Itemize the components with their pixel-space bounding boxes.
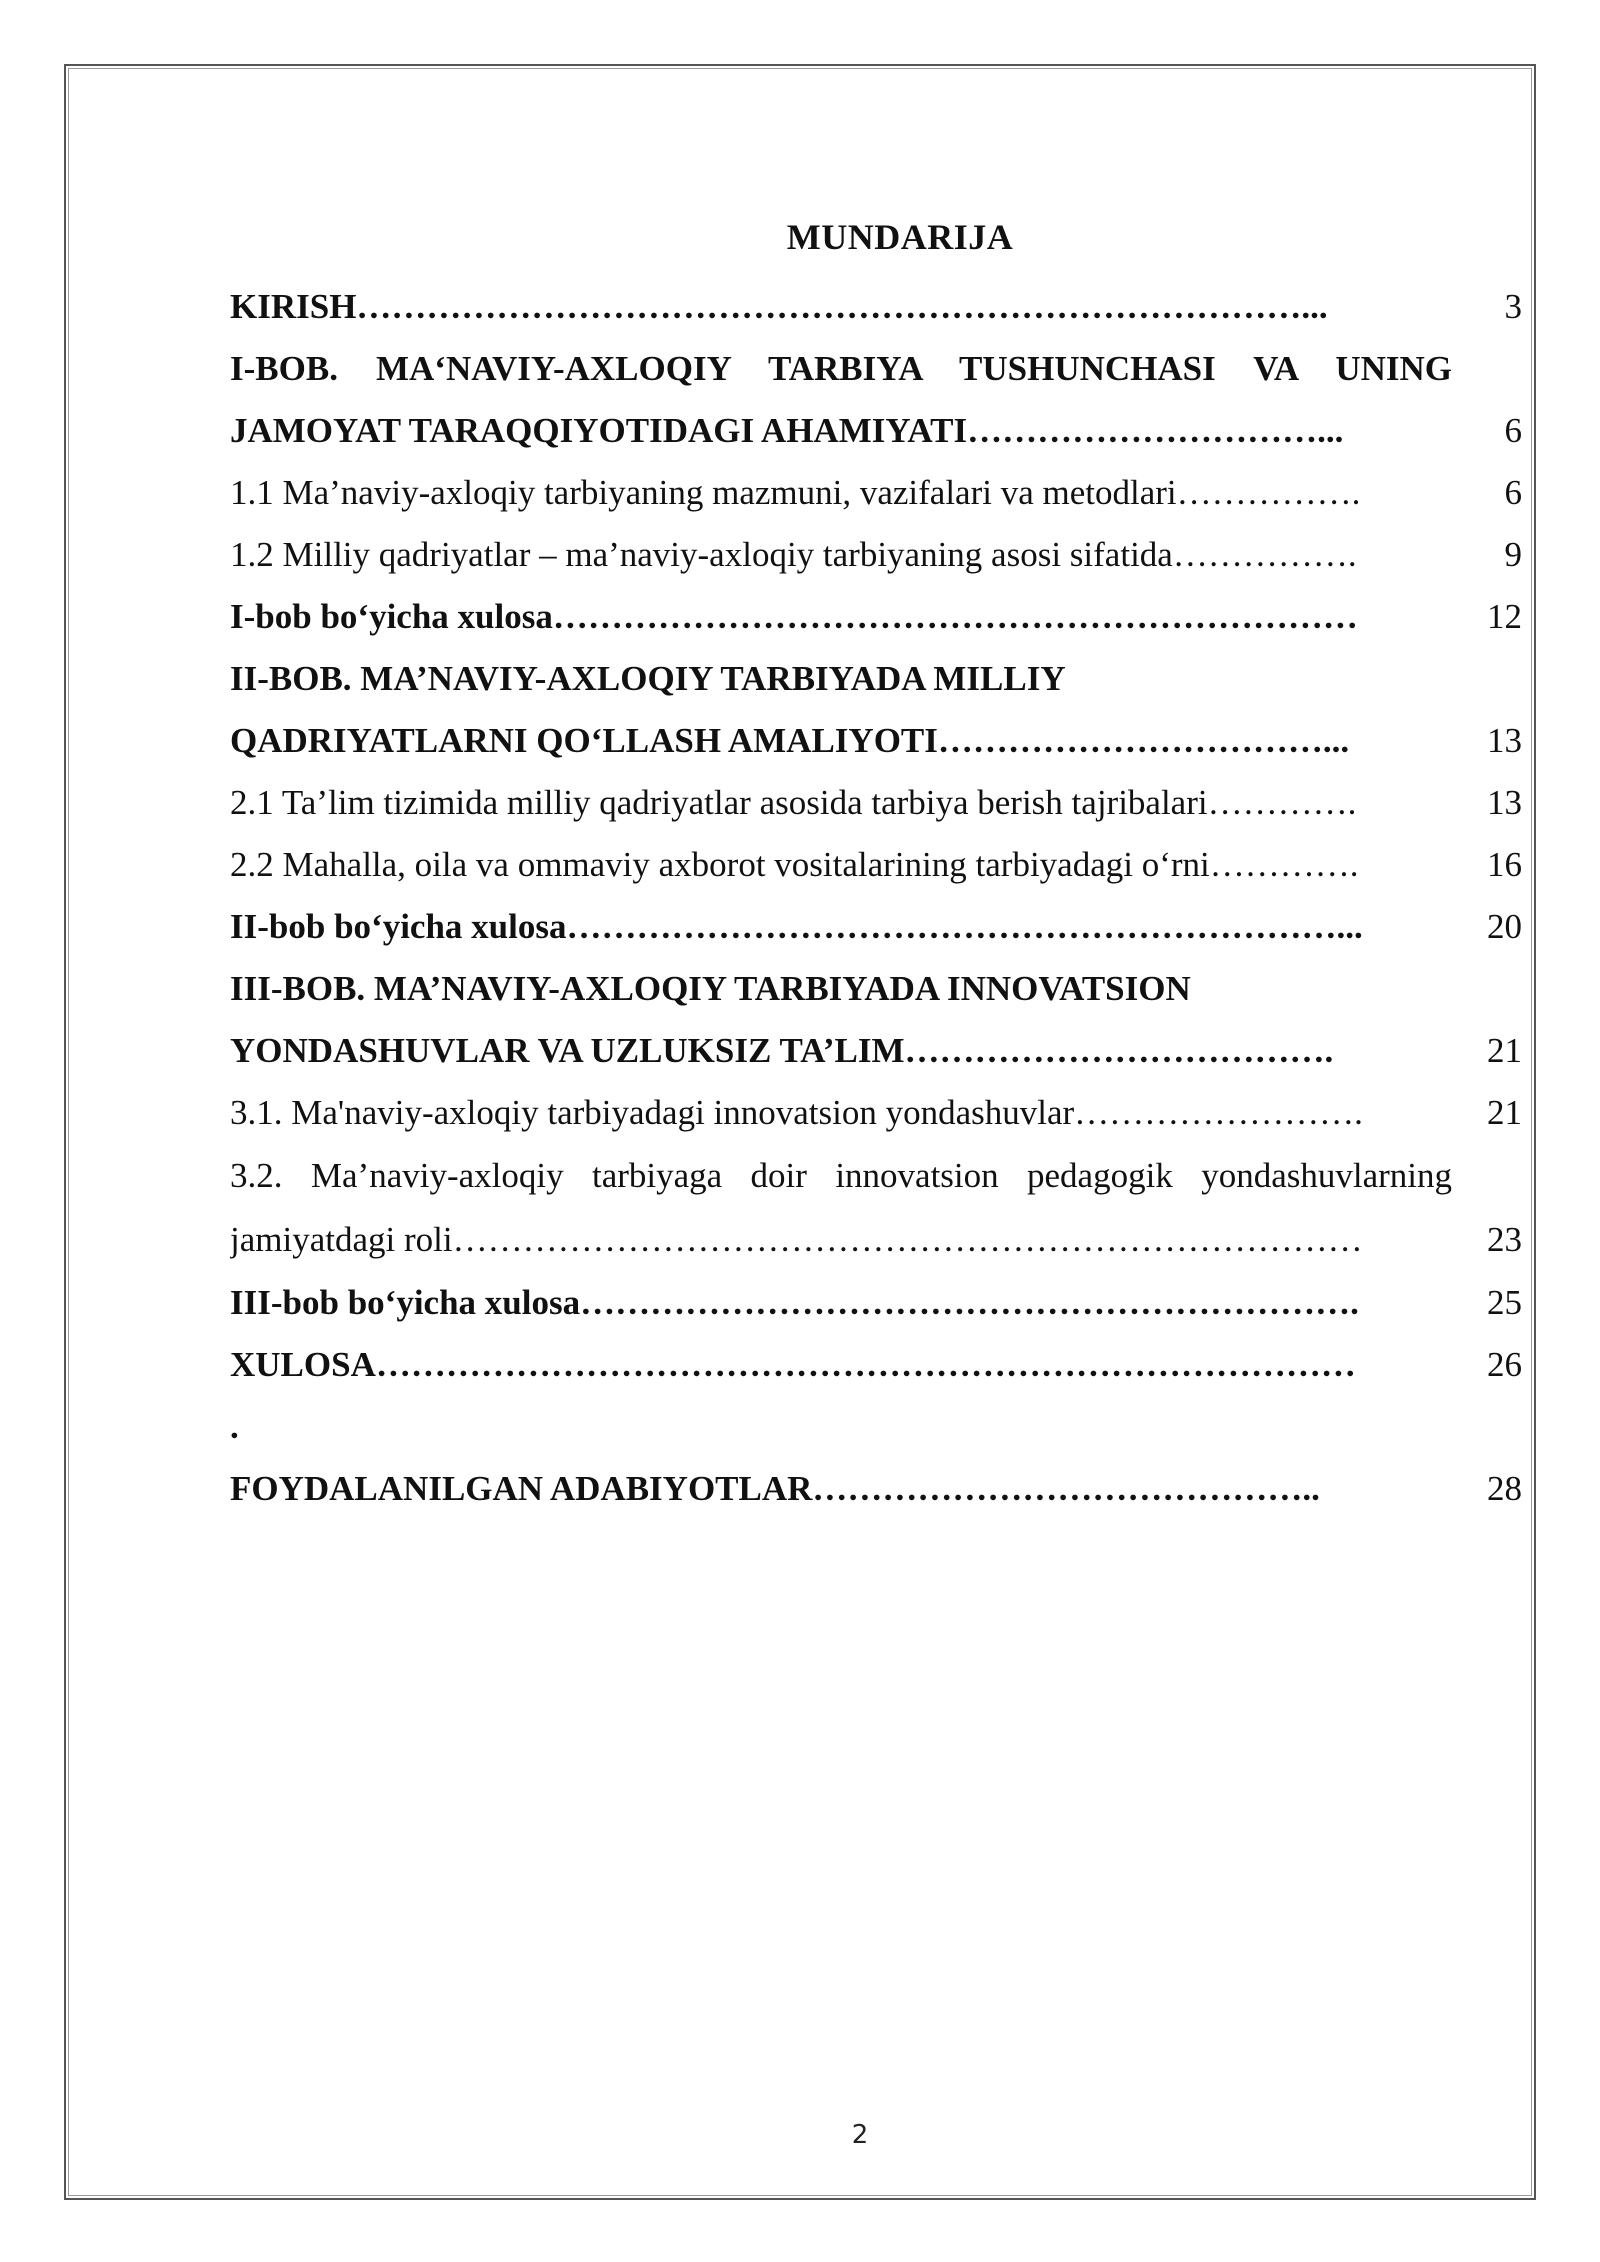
toc-entry-page: 6 [1504,473,1522,512]
toc-entry-chapter-1-line-2[interactable] [230,400,1522,462]
toc-entry-page: 23 [1487,1220,1522,1259]
document-title: MUNDARIJA [786,217,1014,257]
toc-entry-chapter-3-line-2[interactable] [230,1020,1522,1082]
toc-entry-page: 16 [1487,845,1522,884]
toc-entry-text: I-BOB. MA‘NAVIY-AXLOQIY TARBIYA TUSHUNCHASI VA UNING [230,349,1452,388]
toc-entry-section-3-2-line-1[interactable] [230,1144,1522,1208]
toc-entry-text: YONDASHUVLAR VA UZLUKSIZ TA’LIM………………………………. [230,1031,1334,1070]
toc-entry-text: FOYDALANILGAN ADABIYOTLAR…………………………………….. [230,1469,1320,1508]
toc-entry-chapter-2-summary[interactable] [230,896,1522,958]
toc-entry-text: 3.2. Ma’naviy-axloqiy tarbiyaga doir innovatsion pedagogik yondashuvlarning [230,1156,1452,1195]
toc-entry-chapter-2-line-1[interactable] [230,648,1522,710]
toc-entry-page: 21 [1487,1093,1522,1132]
page-number: 2 [851,2120,869,2150]
toc-entry-bibliography[interactable] [230,1458,1522,1520]
toc-entry-page: 6 [1504,411,1522,450]
toc-entry-stray-dot [230,1396,1522,1458]
toc-entry-text: III-bob bo‘yicha xulosa…………………………………………………………. [230,1283,1359,1322]
toc-entry-text: XULOSA………………………………………………………………………… [230,1345,1356,1384]
toc-entry-section-2-2[interactable] [230,834,1522,896]
toc-entry-text: . [230,1407,239,1446]
toc-entry-text: jamiyatdagi roli…………………………………………………………………… [230,1220,1363,1259]
toc-entry-section-3-2-line-2[interactable] [230,1208,1522,1272]
table-of-contents [230,276,1522,1520]
toc-entry-page: 9 [1504,535,1522,574]
toc-entry-page: 25 [1487,1283,1522,1322]
toc-entry-text: 1.1 Ma’naviy-axloqiy tarbiyaning mazmuni, vazifalari va metodlari……………. [230,473,1361,512]
toc-entry-page: 21 [1487,1031,1522,1070]
toc-entry-text: III-BOB. MA’NAVIY-AXLOQIY TARBIYADA INNOVATSION [230,969,1191,1008]
toc-entry-text: II-bob bo‘yicha xulosa…………………………………………………………... [230,907,1363,946]
toc-entry-page: 28 [1487,1469,1522,1508]
toc-entry-section-3-1[interactable] [230,1082,1522,1144]
toc-entry-chapter-3-summary[interactable] [230,1272,1522,1334]
toc-entry-text: 3.1. Ma'naviy-axloqiy tarbiyadagi innovatsion yondashuvlar……………………. [230,1093,1363,1132]
toc-entry-page: 12 [1487,597,1522,636]
toc-entry-page: 26 [1487,1345,1522,1384]
toc-entry-chapter-2-line-2[interactable] [230,710,1522,772]
toc-entry-text: KIRISH………………………………………………………………………... [230,287,1328,326]
toc-entry-chapter-1-line-1[interactable] [230,338,1522,400]
toc-entry-text: I-bob bo‘yicha xulosa…………………………………………………………… [230,597,1358,636]
toc-entry-kirish[interactable] [230,276,1522,338]
toc-entry-text: 2.1 Ta’lim tizimida milliy qadriyatlar asosida tarbiya berish tajribalari…………. [230,783,1357,822]
toc-entry-text: 2.2 Mahalla, oila va ommaviy axborot vositalarining tarbiyadagi o‘rni…………. [230,845,1359,884]
toc-entry-chapter-3-line-1[interactable] [230,958,1522,1020]
toc-entry-page: 20 [1487,907,1522,946]
toc-entry-section-1-1[interactable] [230,462,1522,524]
toc-entry-page: 13 [1487,783,1522,822]
toc-entry-chapter-1-summary[interactable] [230,586,1522,648]
toc-entry-xulosa[interactable] [230,1334,1522,1396]
toc-entry-page: 13 [1487,721,1522,760]
toc-entry-text: JAMOYAT TARAQQIYOTIDAGI AHAMIYATI…………………………... [230,411,1344,450]
toc-entry-text: QADRIYATLARNI QO‘LLASH AMALIYOTI……………………………... [230,721,1350,760]
toc-entry-text: II-BOB. MA’NAVIY-AXLOQIY TARBIYADA MILLIY [230,659,1066,698]
toc-entry-section-1-2[interactable] [230,524,1522,586]
toc-entry-page: 3 [1504,287,1522,326]
toc-entry-text: 1.2 Milliy qadriyatlar – ma’naviy-axloqiy tarbiyaning asosi sifatida……………. [230,535,1357,574]
toc-entry-section-2-1[interactable] [230,772,1522,834]
